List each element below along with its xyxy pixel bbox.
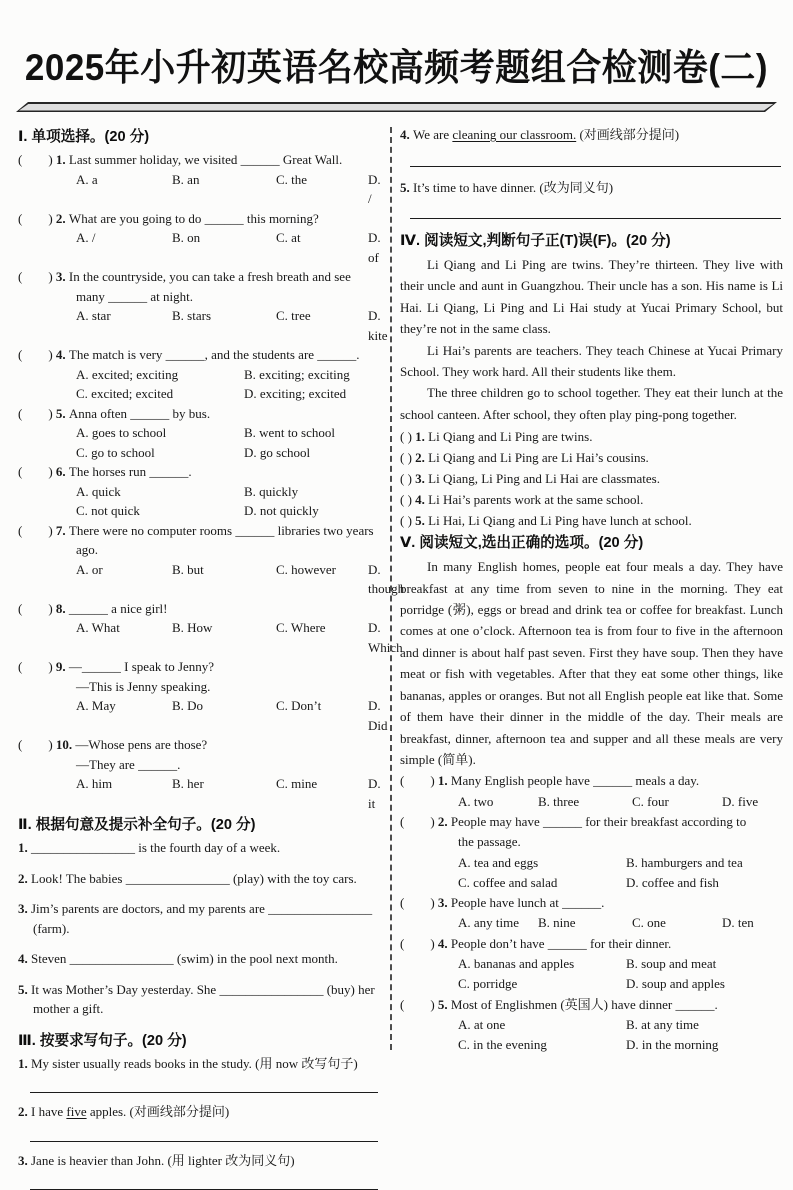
true-false-item <box>400 489 783 510</box>
option: A. tea and eggs <box>458 854 539 870</box>
answer-bracket: ( ) <box>18 600 56 616</box>
question-stem <box>18 599 382 619</box>
stem-line: Most of Englishmen (英国人) have dinner ______. <box>450 996 718 1012</box>
right-column <box>400 125 783 1110</box>
left-column <box>18 125 405 1168</box>
option: C. tree <box>276 308 311 323</box>
title-rule <box>16 102 777 112</box>
option: D. / <box>368 171 381 206</box>
answer-bracket: ( ) <box>18 347 56 362</box>
question <box>18 657 388 735</box>
stem-line: Li Qiang, Li Ping and Li Hai are classmates. <box>428 471 660 487</box>
stem-line: many ______ at night. <box>76 288 193 304</box>
question-stem <box>18 521 382 560</box>
option: B. exciting; exciting <box>244 366 350 382</box>
task-item <box>400 178 783 198</box>
option: A. two <box>458 793 494 809</box>
question <box>18 209 382 268</box>
task-item <box>18 1151 382 1171</box>
answer-line <box>30 1077 378 1093</box>
question-number: 5. <box>437 996 451 1012</box>
stem-line: Anna often ______ by bus. <box>68 405 211 421</box>
answer-line <box>30 1174 378 1190</box>
option-list <box>18 228 382 267</box>
question-stem <box>18 657 382 696</box>
answer-bracket: ( ) <box>18 405 56 421</box>
question <box>400 893 783 934</box>
question <box>18 345 382 404</box>
answer-bracket: ( ) <box>400 773 438 789</box>
question-number: 5. <box>55 405 69 421</box>
stem-line: The match is very ______, and the students are ______. <box>68 347 360 362</box>
stem-line: ago. <box>76 542 99 557</box>
task-item <box>18 1102 382 1122</box>
option: B. three <box>538 793 580 809</box>
option: C. coffee and salad <box>458 874 558 890</box>
question-number: 4. <box>55 347 69 362</box>
answer-bracket: ( ) <box>400 935 438 951</box>
option-list <box>18 774 382 813</box>
stem-line: The horses run ______. <box>68 464 192 479</box>
question-number: 5. <box>400 179 413 195</box>
stem-line: mother a gift. <box>33 1001 104 1016</box>
option: D. of <box>368 230 381 265</box>
stem-line: the passage. <box>458 834 521 850</box>
option: D. Which <box>368 620 403 655</box>
question-number: 6. <box>55 464 69 479</box>
question-number: 2. <box>437 813 451 829</box>
stem-line: Li Hai’s parents work at the same school. <box>428 492 644 508</box>
question-number: 7. <box>55 522 69 538</box>
option: B. went to school <box>244 425 335 440</box>
question-number: 3. <box>415 471 429 487</box>
answer-bracket: ( ) <box>18 659 56 674</box>
option: C. one <box>632 915 666 931</box>
option-list <box>400 853 783 894</box>
stem-line: Li Hai, Li Qiang and Li Ping have lunch at school. <box>428 513 692 529</box>
stem-line: —They are ______. <box>76 756 181 772</box>
stem-line: It was Mother’s Day yesterday. She ________________ (buy) her <box>31 981 375 997</box>
question-stem <box>18 735 382 774</box>
underlined-text: cleaning our classroom. <box>452 127 577 142</box>
question-number: 4. <box>415 492 429 508</box>
question-stem <box>18 209 382 229</box>
question <box>18 150 382 209</box>
stem-line: —______ I speak to Jenny? <box>68 659 215 674</box>
question-stem <box>18 345 382 365</box>
stem-line: People may have ______ for their breakfast according to <box>450 813 747 829</box>
option: A. star <box>76 308 111 323</box>
option: D. in the morning <box>626 1037 719 1053</box>
stem-line: People have lunch at ______. <box>450 895 605 911</box>
option: C. the <box>276 171 308 187</box>
stem-line: (farm). <box>33 920 70 936</box>
option: D. five <box>722 793 759 809</box>
fill-in-item <box>18 949 382 969</box>
option: D. kite <box>368 308 388 343</box>
answer-bracket: ( ) <box>18 522 56 538</box>
option-list <box>400 913 783 933</box>
answer-bracket: ( ) <box>18 737 56 752</box>
true-false-item <box>400 426 783 447</box>
paragraph: Li Hai’s parents are teachers. They teach Chinese at Yucai Primary School. They work hard. All their students like them. <box>400 342 783 380</box>
option-list <box>400 954 783 995</box>
option: D. exciting; excited <box>244 386 347 401</box>
question <box>400 812 783 893</box>
option: B. stars <box>172 308 211 323</box>
passage <box>400 556 783 770</box>
option: C. Where <box>276 620 326 635</box>
stem-line: People don’t have ______ for their dinner. <box>450 935 672 951</box>
answer-bracket: ( ) <box>400 813 438 829</box>
option: B. an <box>172 171 200 187</box>
option: B. Do <box>172 698 204 713</box>
task-text: I have <box>31 1104 67 1119</box>
stem-line: —This is Jenny speaking. <box>76 678 211 694</box>
option-list <box>18 560 405 599</box>
question-stem <box>400 995 783 1015</box>
option: A. or <box>76 561 103 577</box>
option: B. quickly <box>244 483 299 499</box>
option: D. Did <box>368 698 388 733</box>
passage <box>400 254 783 425</box>
page-title: 2025年小升初英语名校高频考题组合检测卷(二) <box>24 47 769 89</box>
option: D. not quickly <box>244 503 319 518</box>
exam-body <box>0 116 793 1168</box>
section-heading: Ⅱ. 根据句意及提示补全句子。(20 分) <box>18 817 256 833</box>
option: A. bananas and apples <box>458 955 575 971</box>
task-item <box>18 1054 382 1074</box>
option-list <box>18 696 388 735</box>
option: D. coffee and fish <box>626 874 719 890</box>
section-heading: Ⅰ. 单项选择。(20 分) <box>18 129 150 145</box>
question <box>18 462 382 521</box>
question-stem <box>400 812 783 853</box>
question <box>400 934 783 995</box>
answer-bracket: ( ) <box>400 429 416 445</box>
answer-bracket: ( ) <box>400 513 416 529</box>
question-number: 1. <box>415 429 429 445</box>
question-number: 3. <box>18 1152 31 1168</box>
option: A. May <box>76 698 116 713</box>
question-stem <box>18 150 382 170</box>
question-stem <box>400 771 783 791</box>
stem-line: ______ a nice girl! <box>68 600 168 616</box>
question-number: 8. <box>55 600 69 616</box>
true-false-item <box>400 447 783 468</box>
option-list <box>18 482 382 521</box>
answer-bracket: ( ) <box>18 269 56 284</box>
question <box>18 599 403 658</box>
paragraph: The three children go to school together. They eat their lunch at the school canteen. After school, they often play ping-pong together. <box>400 385 783 422</box>
question <box>18 735 382 813</box>
fill-in-item <box>18 980 382 1019</box>
stem-line: ________________ is the fourth day of a week. <box>31 840 281 855</box>
answer-bracket: ( ) <box>18 152 56 167</box>
question <box>400 771 783 812</box>
stem-line: What are you going to do ______ this morning? <box>68 210 319 226</box>
answer-bracket: ( ) <box>400 492 416 508</box>
option: C. excited; excited <box>76 386 174 401</box>
option-list <box>18 618 403 657</box>
option: C. go to school <box>76 444 155 460</box>
paragraph: Li Qiang and Li Ping are twins. They’re thirteen. They live with their uncle and aunt in Guangzhou. Their uncle has a son. His name is Li Hai. Li Qiang, Li Ping and Li Hai study at Yucai Primary School, but they’re not in the same class. <box>400 257 783 337</box>
option: C. at <box>276 230 301 245</box>
task-text: Jane is heavier than John. (用 lighter 改为同义句) <box>31 1152 295 1168</box>
task-text: (对画线部分提问) <box>576 127 680 142</box>
option: A. him <box>76 776 113 791</box>
option: D. it <box>368 776 381 811</box>
question-stem <box>18 462 382 482</box>
stem-line: There were no computer rooms ______ libraries two years <box>68 522 374 538</box>
answer-line <box>30 1126 378 1142</box>
question <box>18 404 382 463</box>
question-number: 2. <box>55 210 69 226</box>
answer-line <box>410 151 781 167</box>
question-stem <box>400 934 783 954</box>
option: C. porridge <box>458 976 518 992</box>
stem-line: —Whose pens are those? <box>75 737 208 752</box>
question-stem <box>18 267 382 306</box>
answer-bracket: ( ) <box>400 471 416 487</box>
question <box>18 521 405 599</box>
underlined-text: five <box>66 1104 87 1119</box>
option-list <box>400 792 783 812</box>
question-number: 3. <box>437 895 451 911</box>
stem-line: Look! The babies ________________ (play) with the toy cars. <box>31 870 357 886</box>
option: C. in the evening <box>458 1037 547 1053</box>
option: A. at one <box>458 1016 506 1032</box>
option: B. but <box>172 561 204 577</box>
section-heading: Ⅲ. 按要求写句子。(20 分) <box>18 1032 187 1049</box>
answer-line <box>410 203 781 219</box>
option: B. How <box>172 620 213 635</box>
paragraph: In many English homes, people eat four meals a day. They have breakfast at any time from seven to nine in the morning. They eat porridge (粥), eggs or bread and drink tea or coffee for breakfast. Lunch comes at one o’clock. Afternoon tea is from four to five in the afternoon and dinner is about half past seven. First they have soup. Then they have meat or fish with vegetables. After that they eat some other things, like bananas, apples or oranges. But not all English people eat like that. Some of them have their dinner in the middle of the day. Their meals are breakfast, dinner, afternoon tea and supper and all these meals are very simple (简单). <box>400 559 783 767</box>
stem-line: Li Qiang and Li Ping are twins. <box>428 429 593 445</box>
option: A. any time <box>458 915 520 931</box>
stem-line: Li Qiang and Li Ping are Li Hai’s cousins. <box>428 450 649 466</box>
question-number: 5. <box>415 513 429 529</box>
true-false-item <box>400 510 783 531</box>
section-heading: Ⅴ. 阅读短文,选出正确的选项。(20 分) <box>400 535 644 552</box>
section-heading: Ⅳ. 阅读短文,判断句子正(T)误(F)。(20 分) <box>400 233 671 249</box>
option: C. however <box>276 561 336 577</box>
question-stem <box>18 404 382 424</box>
option: A. a <box>76 171 98 187</box>
answer-bracket: ( ) <box>18 464 56 479</box>
task-item <box>400 125 783 145</box>
question-stem <box>400 893 783 913</box>
true-false-item <box>400 468 783 489</box>
question-number: 2. <box>18 870 31 886</box>
option: C. four <box>632 793 669 809</box>
task-text: We are <box>413 127 453 142</box>
question-number: 1. <box>18 1055 31 1071</box>
question-number: 4. <box>400 127 413 142</box>
question-number: 9. <box>55 659 69 674</box>
option-list <box>18 306 388 345</box>
option-list <box>18 365 382 404</box>
column-divider <box>390 127 392 1050</box>
fill-in-item <box>18 899 382 938</box>
fill-in-item <box>18 838 382 858</box>
option: A. What <box>76 620 120 635</box>
option: C. not quick <box>76 503 140 518</box>
question-number: 1. <box>55 152 69 167</box>
option: D. go school <box>244 444 311 460</box>
question-number: 4. <box>437 935 451 951</box>
question-number: 4. <box>18 951 31 966</box>
option: A. goes to school <box>76 425 167 440</box>
stem-line: Many English people have ______ meals a day. <box>450 773 700 789</box>
question-number: 2. <box>415 450 429 466</box>
task-text: It’s time to have dinner. (改为同义句) <box>413 179 614 195</box>
question-number: 5. <box>18 981 31 997</box>
option-list <box>18 170 382 209</box>
option: B. nine <box>538 915 576 931</box>
answer-bracket: ( ) <box>400 996 438 1012</box>
question <box>18 267 388 345</box>
option: B. hamburgers and tea <box>626 854 743 870</box>
task-text: My sister usually reads books in the study. (用 now 改写句子) <box>31 1055 358 1071</box>
question-number: 2. <box>18 1104 31 1119</box>
option: B. at any time <box>626 1016 699 1032</box>
answer-bracket: ( ) <box>400 895 438 911</box>
question-number: 3. <box>55 269 69 284</box>
option-list <box>18 423 382 462</box>
task-text: apples. (对画线部分提问) <box>86 1104 230 1119</box>
stem-line: In the countryside, you can take a fresh breath and see <box>68 269 351 284</box>
answer-bracket: ( ) <box>400 450 416 466</box>
question-number: 1. <box>18 840 31 855</box>
option: A. / <box>76 230 96 245</box>
option: A. excited; exciting <box>76 366 179 382</box>
stem-line: Jim’s parents are doctors, and my parents are ________________ <box>31 901 373 916</box>
option: D. though <box>368 561 405 596</box>
option: D. ten <box>722 915 754 931</box>
question-number: 10. <box>55 737 76 752</box>
option: B. soup and meat <box>626 955 717 971</box>
option: C. mine <box>276 776 318 791</box>
question-number: 3. <box>18 901 31 916</box>
stem-line: Steven ________________ (swim) in the pool next month. <box>31 951 338 966</box>
option-list <box>400 1015 783 1056</box>
stem-line: Last summer holiday, we visited ______ Great Wall. <box>68 152 343 167</box>
question-number: 1. <box>437 773 451 789</box>
option: B. her <box>172 776 204 791</box>
question <box>400 995 783 1056</box>
option: C. Don’t <box>276 698 322 713</box>
answer-bracket: ( ) <box>18 210 56 226</box>
fill-in-item <box>18 869 382 889</box>
option: D. soup and apples <box>626 976 725 992</box>
option: A. quick <box>76 483 121 499</box>
option: B. on <box>172 230 201 245</box>
